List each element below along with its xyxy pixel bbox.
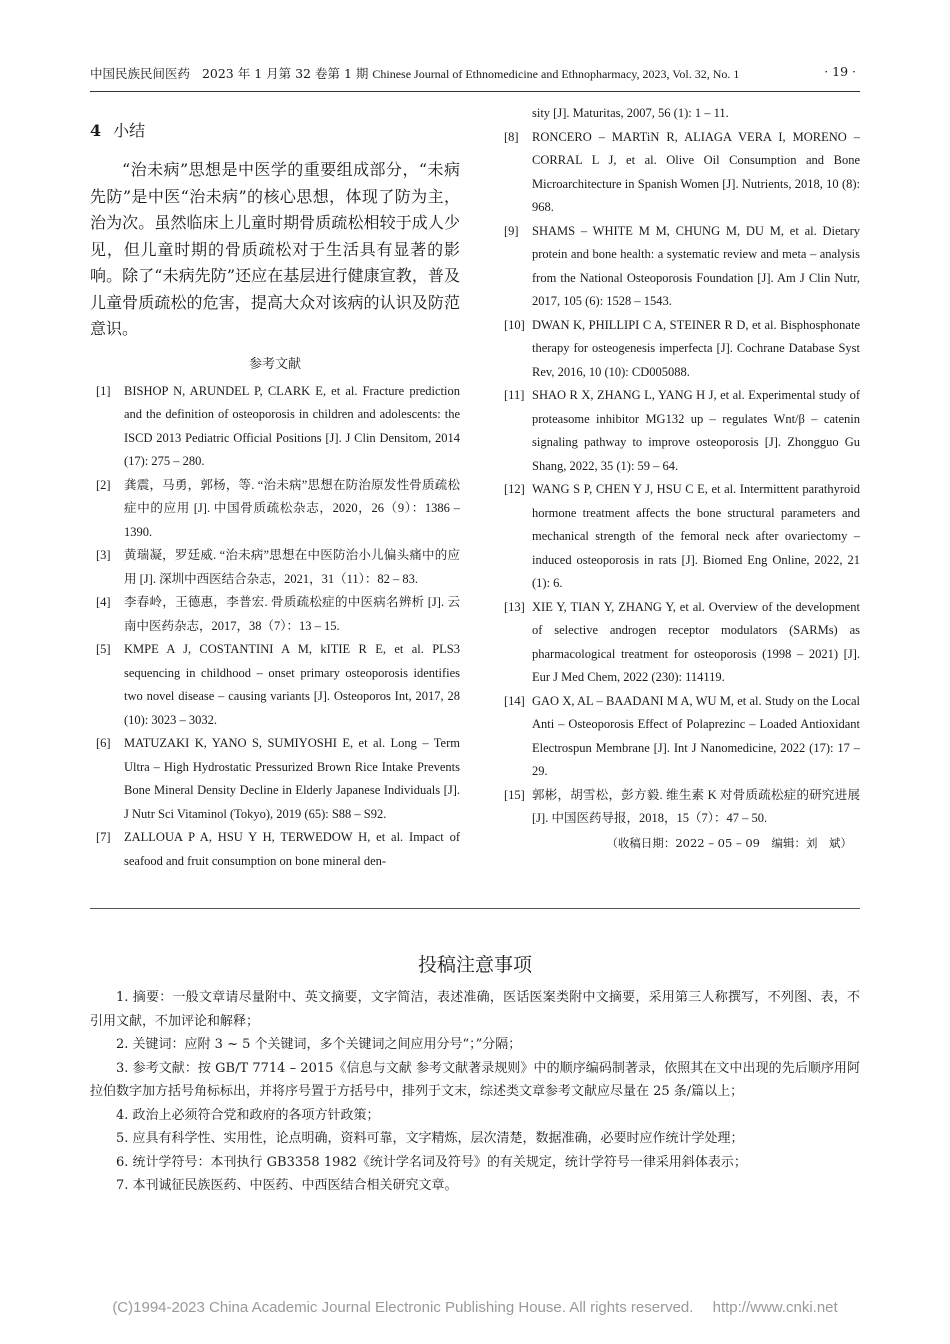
- page-number: · 19 ·: [824, 64, 856, 79]
- reference-item: [498, 126, 860, 220]
- reference-text: XIE Y, TIAN Y, ZHANG Y, et al. Overview of the development of selective androgen receptor modulators (SARMs) as pharmacological treatment for osteoporosis (1998 – 2021) [J]. Eur J Med Chem, 2022 (230): 114119.: [532, 599, 860, 684]
- notice-item: 3. 参考文献：按 GB/T 7714 – 2015《信息与文献 参考文献著录规则》中的顺序编码制著录，依照其在文中出现的先后顺序用阿拉伯数字加方括号角标标出，并将序号置于方括号中，排列于文末，综述类文章参考文献应尽量在 25 条/篇以上；: [90, 1060, 860, 1099]
- reference-number: [15]: [504, 787, 525, 802]
- reference-number: [10]: [504, 317, 525, 332]
- header-rule: [90, 91, 860, 92]
- issue-info-cn: 2023 年 1 月第 32 卷第 1 期: [201, 66, 369, 81]
- reference-number: [8]: [504, 129, 519, 144]
- notice-item: 2. 关键词：应附 3 ~ 5 个关键词，多个关键词之间应用分号“；”分隔；: [116, 1037, 522, 1052]
- notice-item: 5. 应具有科学性、实用性，论点明确，资料可靠，文字精炼，层次清楚，数据准确，必要时应作统计学处理；: [116, 1131, 744, 1146]
- reference-text: 李春岭，王德惠，李普宏. 骨质疏松症的中医病名辨析 [J]. 云南中医药杂志，2017，38（7）：13 – 15.: [124, 595, 460, 633]
- section-heading: [90, 118, 460, 141]
- references-list-left: [90, 380, 460, 874]
- reference-item: [90, 732, 460, 826]
- notice-item: 7. 本刊诚征民族医药、中医药、中西医结合相关研究文章。: [116, 1178, 458, 1193]
- notice-list: [90, 986, 860, 1198]
- notice-item: 4. 政治上必须符合党和政府的各项方针政策；: [116, 1107, 380, 1123]
- reference-number: [11]: [504, 388, 525, 402]
- reference-text: GAO X, AL – BAADANI M A, WU M, et al. Study on the Local Anti – Osteoporosis Effect of Polaprezinc – Loaded Antioxidant Electrospun Membrane [J]. Int J Nanomedicine, 2022 (17): 17 – 29.: [532, 693, 860, 778]
- reference-text: KMPE A J, COSTANTINI A M, kITIE R E, et al. PLS3 sequencing in childhood – onset primary osteoporosis identifies two novel disease – causing variants [J]. Osteoporos Int, 2017, 28 (10): 3023 – 3032.: [124, 642, 460, 727]
- notice-item: 6. 统计学符号：本刊执行 GB3358 1982《统计学名词及符号》的有关规定，统计学符号一律采用斜体表示；: [116, 1154, 747, 1170]
- reference-number: [1]: [96, 383, 111, 398]
- reference-text: BISHOP N, ARUNDEL P, CLARK E, et al. Fracture prediction and the definition of osteoporosis in children and adolescents: the ISCD 2013 Pediatric Official Positions [J]. J Clin Densitom, 2014 (17): 275 – 280.: [124, 383, 460, 468]
- section-number: 4: [90, 121, 102, 140]
- reference-7-continuation: sity [J]. Maturitas, 2007, 56 (1): 1 – 11.: [532, 106, 729, 120]
- reference-item: [90, 591, 460, 638]
- reference-text: 郭彬，胡雪松，彭方毅. 维生素 K 对骨质疏松症的研究进展 [J]. 中国医药导报，2018，15（7）：47 – 50.: [532, 787, 860, 825]
- reference-text: ZALLOUA P A, HSU Y H, TERWEDOW H, et al. Impact of seafood and fruit consumption on bone mineral den-: [124, 830, 460, 868]
- reference-number: [7]: [96, 830, 111, 844]
- reference-text: DWAN K, PHILLIPI C A, STEINER R D, et al. Bisphosphonate therapy for osteogenesis imperfecta [J]. Cochrane Database Syst Rev, 2016, 10 (10): CD005088.: [532, 317, 860, 379]
- reference-number: [6]: [96, 736, 111, 750]
- reference-item: [498, 384, 860, 478]
- reference-item: [90, 544, 460, 591]
- reference-item: [498, 220, 860, 314]
- reference-number: [2]: [96, 477, 111, 492]
- reference-text: SHAMS – WHITE M M, CHUNG M, DU M, et al. Dietary protein and bone health: a systematic review and meta – analysis from the National Osteoporosis Foundation [J]. Am J Clin Nutr, 2017, 105 (6): 1528 – 1543.: [532, 223, 860, 308]
- running-header: [90, 64, 860, 86]
- reference-text: MATUZAKI K, YANO S, SUMIYOSHI E, et al. Long – Term Ultra – High Hydrostatic Pressurized Brown Rice Intake Prevents Bone Mineral Density Decline in Elderly Japanese Individuals [J]. J Nutr Sci Vitaminol (Tokyo), 2019 (65): S88 – S92.: [124, 736, 460, 821]
- reference-item: [90, 380, 460, 474]
- reference-item: [498, 596, 860, 690]
- copyright-footer: (C)1994-2023 China Academic Journal Electronic Publishing House. All rights reserved. http://www.cnki.net: [112, 1299, 838, 1316]
- reference-item: [90, 826, 460, 873]
- journal-title-en: Chinese Journal of Ethnomedicine and Ethnopharmacy, 2023, Vol. 32, No. 1: [372, 67, 740, 81]
- left-column: [90, 112, 460, 873]
- reference-number: [3]: [96, 548, 111, 562]
- reference-text: 龚震，马勇，郭杨，等. “治未病”思想在防治原发性骨质疏松症中的应用 [J]. 中国骨质疏松杂志，2020，26（9）：1386 – 1390.: [124, 477, 460, 539]
- reference-number: [9]: [504, 223, 519, 238]
- references-heading: 参考文献: [248, 356, 301, 372]
- reference-item: [498, 690, 860, 784]
- reference-item: [498, 314, 860, 385]
- reference-number: [12]: [504, 482, 525, 496]
- reference-item: [90, 638, 460, 732]
- right-column: [498, 102, 860, 851]
- reference-item: [90, 474, 460, 545]
- references-list-right: [498, 126, 860, 831]
- reference-number: [4]: [96, 595, 111, 609]
- reference-text: SHAO R X, ZHANG L, YANG H J, et al. Experimental study of proteasome inhibitor MG132 up – regulates Wnt/β – catenin signaling pathway to improve osteoporosis [J]. Zhongguo Gu Shang, 2022, 35 (1): 59 – 64.: [532, 388, 860, 473]
- reference-number: [13]: [504, 599, 525, 614]
- section-divider: [90, 908, 860, 909]
- journal-title-cn: 中国民族民间医药: [90, 66, 191, 81]
- reference-text: WANG S P, CHEN Y J, HSU C E, et al. Intermittent parathyroid hormone treatment affects the bone structural parameters and mechanical strength of the femoral neck after ovariectomy – induced osteoporosis in rats [J]. Biomed Eng Online, 2022, 21 (1): 6.: [532, 482, 860, 590]
- reference-number: [14]: [504, 693, 525, 708]
- section-title: 小结: [113, 121, 146, 140]
- notice-title: 投稿注意事项: [417, 954, 532, 976]
- reference-number: [5]: [96, 642, 111, 656]
- section-body: “治未病”思想是中医学的重要组成部分，“未病先防”是中医“治未病”的核心思想，体现了防为主，治为次。虽然临床上儿童时期骨质疏松相较于成人少见，但儿童时期的骨质疏松对于生活具有显著的影响。除了“未病先防”还应在基层进行健康宣教，普及儿童骨质疏松的危害，提高大众对该病的认识及防范意识。: [90, 160, 460, 338]
- reference-text: RONCERO – MARTiN R, ALIAGA VERA I, MORENO – CORRAL L J, et al. Olive Oil Consumption and Bone Microarchitecture in Spanish Women [J]. Nutrients, 2018, 10 (8): 968.: [532, 129, 860, 214]
- reference-item: [498, 478, 860, 596]
- reference-text: 黄瑞凝，罗廷威. “治未病”思想在中医防治小儿偏头痛中的应用 [J]. 深圳中西医结合杂志，2021，31（11）：82 – 83.: [124, 548, 460, 586]
- notice-item: 1. 摘要：一般文章请尽量附中、英文摘要，文字简洁，表述准确，医话医案类附中文摘要，采用第三人称撰写，不列图、表，不引用文献，不加评论和解释；: [90, 990, 860, 1029]
- reference-item: [498, 784, 860, 831]
- header-left: [90, 64, 739, 82]
- received-date: （收稿日期：2022 – 05 – 09 编辑：刘 斌）: [606, 835, 852, 850]
